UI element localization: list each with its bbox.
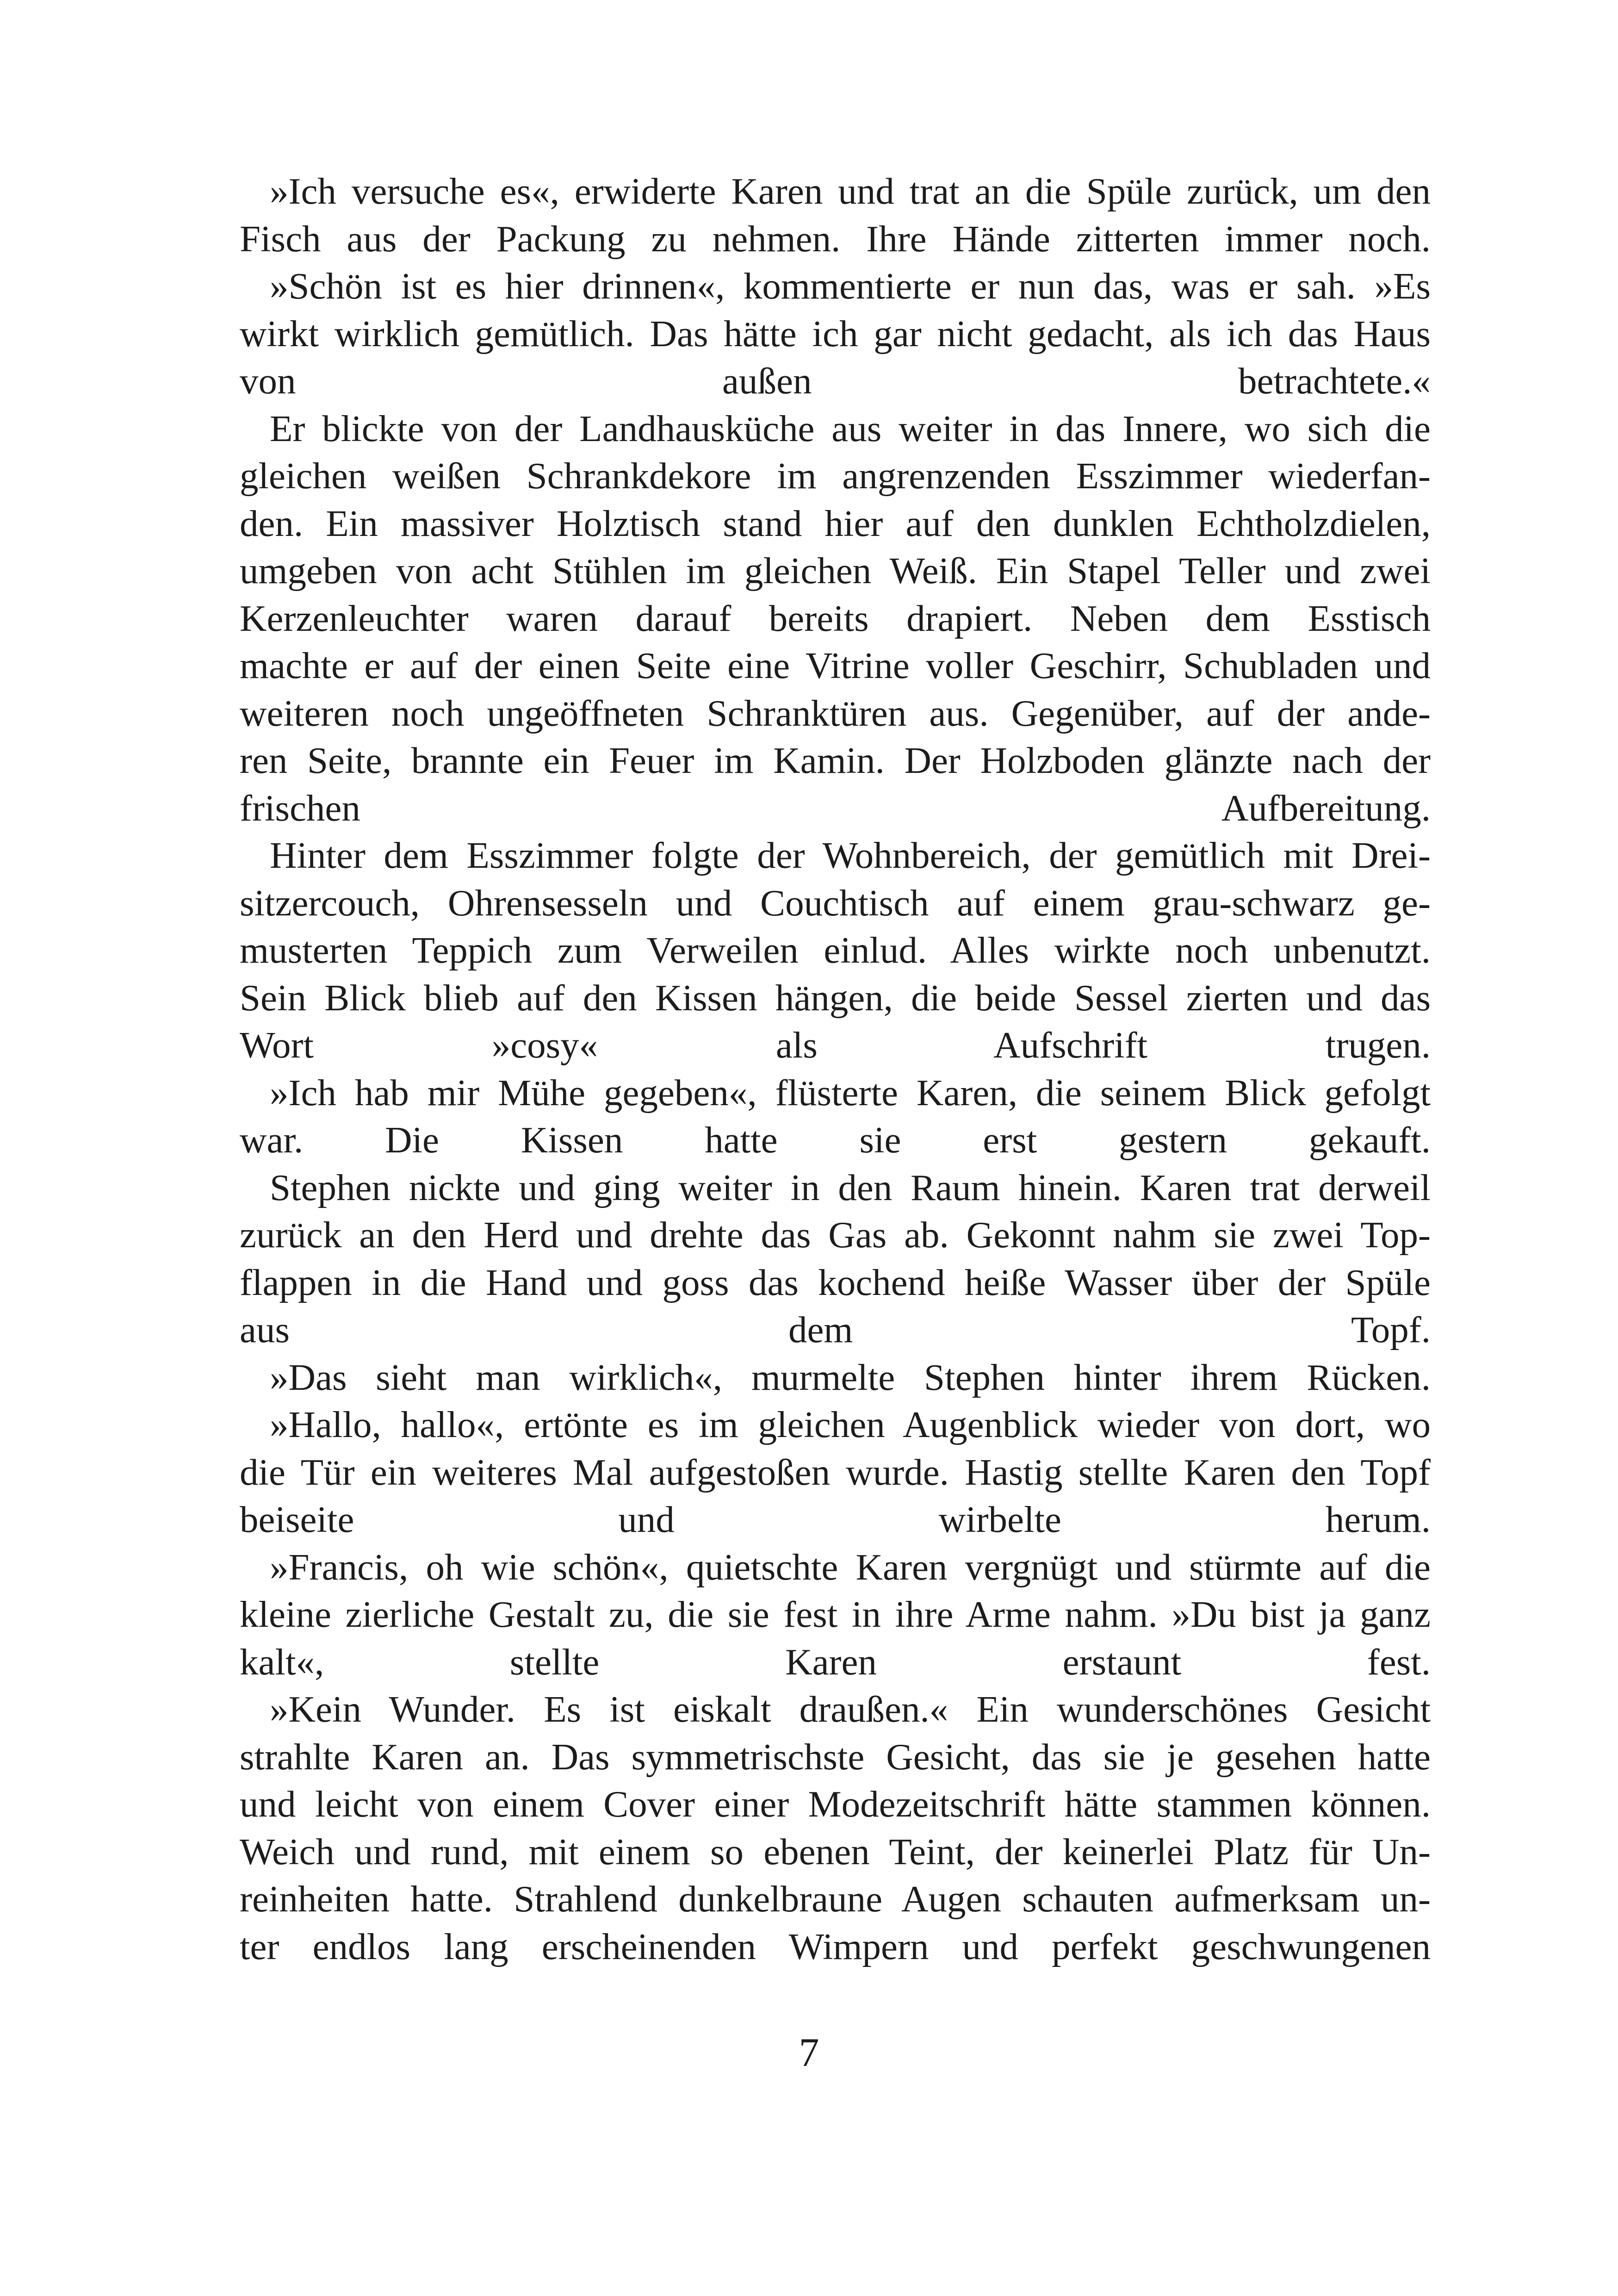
text-line: Weich und rund, mit einem so ebenen Teint, der keinerlei Platz für Un- bbox=[240, 1830, 1431, 1873]
text-line: ter endlos lang erscheinenden Wimpern und perfekt geschwungenen bbox=[240, 1925, 1431, 1967]
text-line: kleine zierliche Gestalt zu, die sie fest in ihre Arme nahm. »Du bist ja ganz bbox=[240, 1593, 1431, 1635]
text-line: Wort »cosy« als Aufschrift trugen. bbox=[240, 1024, 1431, 1066]
text-line: umgeben von acht Stühlen im gleichen Weiß. Ein Stapel Teller und zwei bbox=[240, 550, 1431, 591]
page-number: 7 bbox=[799, 2030, 819, 2075]
text-line: frischen Aufbereitung. bbox=[240, 787, 1431, 829]
text-line: weiteren noch ungeöffneten Schranktüren aus. Gegenüber, auf der ande- bbox=[240, 692, 1431, 734]
text-line: Sein Blick blieb auf den Kissen hängen, die beide Sessel zierten und das bbox=[240, 977, 1431, 1019]
text-line: aus dem Topf. bbox=[240, 1309, 1431, 1350]
text-line: flappen in die Hand und goss das kochend heiße Wasser über der Spüle bbox=[240, 1261, 1431, 1303]
text-line: »Ich hab mir Mühe gegeben«, flüsterte Karen, die seinem Blick gefolgt bbox=[270, 1071, 1431, 1114]
text-line: strahlte Karen an. Das symmetrischste Gesicht, das sie je gesehen hatte bbox=[240, 1736, 1431, 1778]
text-line: Er blickte von der Landhausküche aus weiter in das Innere, wo sich die bbox=[270, 407, 1431, 449]
text-line: reinheiten hatte. Strahlend dunkelbraune Augen schauten aufmerksam un- bbox=[240, 1878, 1431, 1920]
text-line: »Das sieht man wirklich«, murmelte Stephen hinter ihrem Rücken. bbox=[270, 1356, 1431, 1398]
text-line: musterten Teppich zum Verweilen einlud. Alles wirkte noch unbenutzt. bbox=[240, 929, 1431, 971]
text-line: und leicht von einem Cover einer Modezeitschrift hätte stammen können. bbox=[240, 1783, 1431, 1825]
text-line: zurück an den Herd und drehte das Gas ab. Gekonnt nahm sie zwei Top- bbox=[240, 1214, 1431, 1256]
text-line: »Schön ist es hier drinnen«, kommentierte er nun das, was er sah. »Es bbox=[270, 265, 1431, 307]
text-line: Fisch aus der Packung zu nehmen. Ihre Hände zitterten immer noch. bbox=[240, 218, 1431, 260]
text-line: beiseite und wirbelte herum. bbox=[240, 1499, 1431, 1540]
text-line: Kerzenleuchter waren darauf bereits drapiert. Neben dem Esstisch bbox=[240, 597, 1431, 639]
text-line: die Tür ein weiteres Mal aufgestoßen wurde. Hastig stellte Karen den Topf bbox=[240, 1451, 1431, 1493]
text-line: war. Die Kissen hatte sie erst gestern gekauft. bbox=[240, 1119, 1431, 1161]
text-line: Stephen nickte und ging weiter in den Raum hinein. Karen trat derweil bbox=[270, 1166, 1431, 1208]
text-line: kalt«, stellte Karen erstaunt fest. bbox=[240, 1641, 1431, 1683]
text-line: gleichen weißen Schrankdekore im angrenzenden Esszimmer wiederfan- bbox=[240, 455, 1431, 497]
text-line: »Francis, oh wie schön«, quietschte Karen vergnügt und stürmte auf die bbox=[270, 1546, 1431, 1588]
text-line: Hinter dem Esszimmer folgte der Wohnbereich, der gemütlich mit Drei- bbox=[270, 834, 1431, 876]
text-line: sitzercouch, Ohrensesseln und Couchtisch auf einem grau-schwarz ge- bbox=[240, 882, 1431, 924]
text-line: »Ich versuche es«, erwiderte Karen und trat an die Spüle zurück, um den bbox=[270, 170, 1431, 212]
text-line: »Kein Wunder. Es ist eiskalt draußen.« Ein wunderschönes Gesicht bbox=[270, 1688, 1431, 1730]
text-line: ren Seite, brannte ein Feuer im Kamin. Der Holzboden glänzte nach der bbox=[240, 740, 1431, 781]
text-line: »Hallo, hallo«, ertönte es im gleichen Augenblick wieder von dort, wo bbox=[270, 1404, 1431, 1445]
text-line: wirkt wirklich gemütlich. Das hätte ich gar nicht gedacht, als ich das Haus bbox=[240, 312, 1431, 355]
text-line: machte er auf der einen Seite eine Vitrine voller Geschirr, Schubladen und bbox=[240, 645, 1431, 686]
text-line: den. Ein massiver Holztisch stand hier auf den dunklen Echtholzdielen, bbox=[240, 502, 1431, 544]
body-text bbox=[240, 168, 1431, 1970]
text-line: von außen betrachtete.« bbox=[240, 360, 1431, 402]
